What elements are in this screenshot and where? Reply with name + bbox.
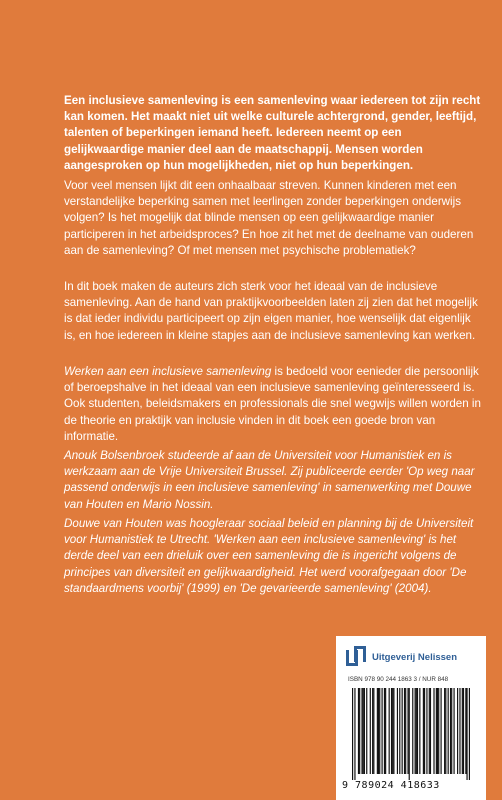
barcode-bar bbox=[424, 688, 425, 774]
audience-text: is bedoeld voor eenieder die persoonlijk of beroepshalve in het ideaal van een inclusieve samenleving geïnteresseerd is. Ook studenten, beleidsmakers en professionals die snel wegwijs willen worden in de theorie en praktijk van inclusie vinden in dit boek een goede bron van informatie. bbox=[64, 365, 481, 443]
barcode-bar bbox=[415, 688, 416, 774]
barcode-bar bbox=[379, 688, 380, 774]
barcode-bar bbox=[429, 688, 430, 774]
barcode-bar bbox=[361, 688, 362, 774]
publisher-name: Uitgeverij Nelissen bbox=[372, 651, 458, 663]
barcode-bar bbox=[419, 688, 420, 774]
barcode-bar bbox=[354, 688, 355, 780]
barcode-bar bbox=[359, 688, 360, 774]
barcode-bar bbox=[378, 688, 379, 774]
barcode-bar bbox=[384, 688, 385, 774]
barcode-bar bbox=[373, 688, 374, 774]
questions-paragraph: Voor veel mensen lijkt dit een onhaalbaar streven. Kunnen kinderen met een verstandelijke beperking samen met leerlingen zonder beperkingen onderwijs volgen? Is het mogelijk dat blinde mensen op een gelijkwaardige manier participeren in het arbeidsproces? En hoe zit het met de deelname van ouderen aan de samenleving? Of met mensen met psychische problematiek? bbox=[64, 179, 474, 257]
barcode-bar bbox=[438, 688, 439, 774]
barcode-bar bbox=[465, 688, 466, 774]
barcode-bar bbox=[412, 688, 413, 774]
barcode-bar bbox=[377, 688, 378, 774]
barcode-bar bbox=[364, 688, 365, 774]
barcode-bar bbox=[433, 688, 434, 774]
barcode-bar bbox=[391, 688, 392, 774]
barcode-bar bbox=[463, 688, 464, 774]
barcode-bar bbox=[450, 688, 451, 774]
barcode-bar bbox=[453, 688, 454, 774]
barcode-bar bbox=[451, 688, 452, 774]
barcode-bar bbox=[372, 688, 373, 774]
barcode-bar bbox=[405, 688, 406, 774]
barcode-bar bbox=[436, 688, 437, 774]
author-bio-van-houten: Douwe van Houten was hoogleraar sociaal beleid en planning bij de Universiteit voor Humanistiek te Utrecht. 'Werken aan een inclusieve samenleving' is het derde deel van een drieluik over een samenleving die is ingericht volgens de principes van diversiteit en gelijkwaardigheid. Het werd voorafgegaan door 'De standaardmens voorbij' (1999) en 'De gevarieerde samenleving' (2004). bbox=[64, 517, 474, 595]
barcode-bar bbox=[445, 688, 446, 774]
publisher-box bbox=[336, 636, 486, 800]
barcode-bar bbox=[430, 688, 431, 774]
barcode-bar bbox=[441, 688, 442, 774]
barcode-bar bbox=[409, 688, 410, 780]
barcode-bar bbox=[462, 688, 463, 774]
isbn-line: ISBN 978 90 244 1863 3 / NUR 848 bbox=[348, 676, 449, 683]
barcode-bar bbox=[448, 688, 449, 774]
barcode-bar bbox=[382, 688, 383, 774]
barcode-bar bbox=[399, 688, 400, 774]
barcode bbox=[352, 688, 470, 780]
barcode-bar bbox=[370, 688, 371, 774]
book-summary-paragraph: In dit boek maken de auteurs zich sterk voor het ideaal van de inclusieve samenleving. Aan de hand van praktijkvoorbeelden laten zij zien dat het mogelijk is dat ieder individu participeert op zijn eigen manier, hoe wenselijk dat eigenlijk is, en hoe iedereen in kleine stapjes aan de inclusieve samenleving kan werken. bbox=[64, 280, 478, 342]
barcode-bar bbox=[358, 688, 359, 774]
barcode-digits: 9 789024 418633 bbox=[342, 780, 440, 791]
barcode-bar bbox=[366, 688, 367, 774]
publisher-logo-icon bbox=[346, 646, 368, 668]
author-bio-bolsenbroek: Anouk Bolsenbroek studeerde af aan de Universiteit voor Humanistiek en is werkzaam aan de Vrije Universiteit Brussel. Zij publiceerde eerder 'Op weg naar passend onderwijs in een inclusieve samenleving' in samenwerking met Douwe van Houten en Mario Nossin. bbox=[64, 449, 475, 511]
barcode-bar bbox=[416, 688, 417, 774]
barcode-bar bbox=[402, 688, 403, 774]
barcode-bar bbox=[469, 688, 470, 780]
barcode-bar bbox=[407, 688, 408, 774]
barcode-bar bbox=[426, 688, 427, 774]
barcode-bar bbox=[417, 688, 418, 774]
barcode-bar bbox=[444, 688, 445, 774]
barcode-bar bbox=[437, 688, 438, 774]
book-title-inline: Werken aan een inclusieve samenleving bbox=[64, 365, 272, 378]
barcode-bar bbox=[389, 688, 390, 774]
barcode-bar bbox=[457, 688, 458, 774]
barcode-bar bbox=[352, 688, 353, 780]
barcode-bar bbox=[466, 688, 467, 780]
barcode-bar bbox=[392, 688, 393, 774]
barcode-bar bbox=[363, 688, 364, 774]
barcode-bar bbox=[397, 688, 398, 774]
barcode-bar bbox=[404, 688, 405, 774]
barcode-bar bbox=[385, 688, 386, 774]
audience-paragraph bbox=[64, 364, 484, 445]
barcode-bar bbox=[459, 688, 460, 774]
intro-paragraph: Een inclusieve samenleving is een samenleving waar iedereen tot zijn recht kan komen. Het maakt niet uit welke culturele achtergrond, gender, leeftijd, talenten of beperkingen iemand heeft. Iedereen neemt op een gelijkwaardige manier deel aan de maatschappij. Mensen worden aangesproken op hun mogelijkheden, niet op hun beperkingen. bbox=[64, 94, 481, 172]
publisher-logo bbox=[346, 646, 457, 668]
barcode-bar bbox=[393, 688, 394, 774]
barcode-bar bbox=[423, 688, 424, 774]
